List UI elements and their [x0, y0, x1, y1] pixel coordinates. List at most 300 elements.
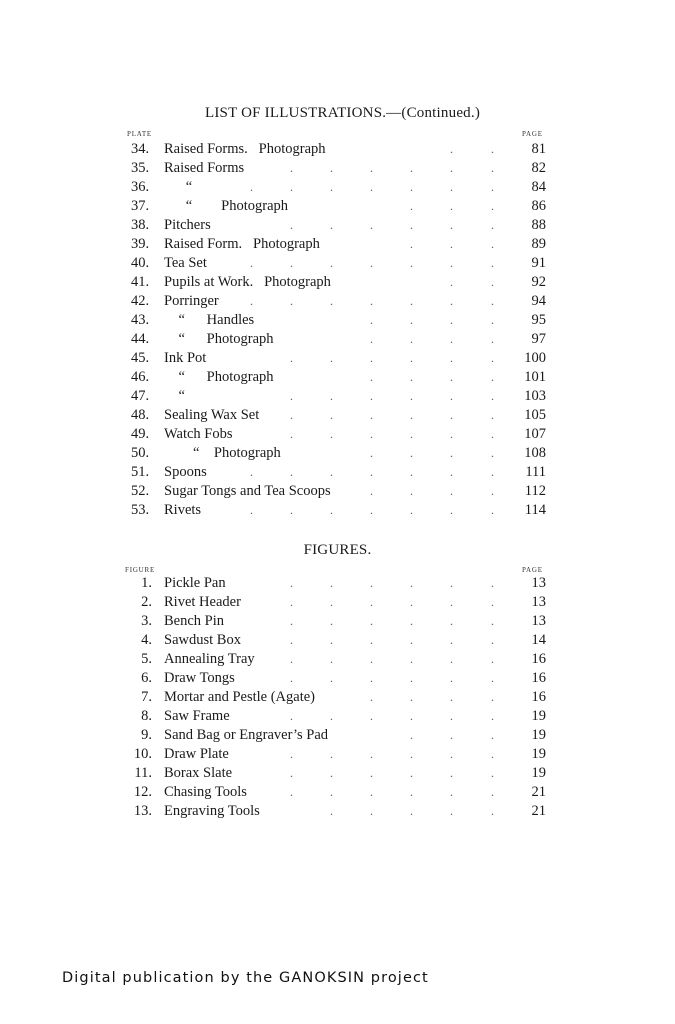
leader-dot: .: [450, 218, 453, 232]
leader-dot: .: [370, 709, 373, 723]
leader-dot: .: [410, 709, 413, 723]
leader-dot: .: [450, 595, 453, 609]
leader-dot: .: [410, 728, 413, 742]
item-number: 40.: [131, 255, 150, 271]
item-label: Tea Set: [164, 255, 207, 271]
leader-dot: .: [290, 427, 293, 441]
item-number: 42.: [131, 293, 150, 309]
leader-dot: .: [250, 256, 253, 270]
leader-dot: .: [491, 370, 494, 384]
leader-dot: .: [450, 690, 453, 704]
leader-dot: .: [370, 503, 373, 517]
leader-dot: .: [370, 389, 373, 403]
leader-dot: .: [450, 199, 453, 213]
list-item: [0, 159, 675, 178]
leader-dot: .: [410, 785, 413, 799]
item-label: “ Photograph: [164, 198, 289, 214]
leader-dot: .: [290, 256, 293, 270]
item-page-number: 114: [524, 502, 546, 518]
leader-dot: .: [370, 408, 373, 422]
leader-dot: .: [370, 785, 373, 799]
leader-dot: .: [450, 652, 453, 666]
item-label: “ Handles: [164, 312, 255, 328]
list-item: [0, 444, 675, 463]
leader-dot: .: [450, 576, 453, 590]
leader-dot: .: [491, 237, 494, 251]
leader-dot: .: [491, 728, 494, 742]
leader-dot: .: [450, 785, 453, 799]
item-label: Rivet Header: [164, 594, 241, 610]
leader-dot: .: [410, 503, 413, 517]
leader-dot: .: [450, 237, 453, 251]
item-page-number: 19: [531, 765, 546, 781]
item-number: 13.: [133, 803, 152, 819]
leader-dot: .: [410, 256, 413, 270]
leader-dot: .: [491, 484, 494, 498]
leader-dot: .: [410, 804, 413, 818]
leader-dot: .: [330, 747, 333, 761]
item-label: Raised Forms: [164, 160, 245, 176]
item-page-number: 91: [531, 255, 546, 271]
item-number: 45.: [131, 350, 150, 366]
leader-dot: .: [491, 313, 494, 327]
item-page-number: 82: [531, 160, 546, 176]
list-item: [0, 482, 675, 501]
item-page-number: 16: [531, 689, 546, 705]
item-page-number: 13: [531, 575, 546, 591]
item-page-number: 105: [524, 407, 546, 423]
leader-dot: .: [450, 484, 453, 498]
leader-dot: .: [330, 294, 333, 308]
leader-dot: .: [290, 747, 293, 761]
figures-title: FIGURES.: [303, 542, 372, 558]
item-page-number: 16: [531, 670, 546, 686]
leader-dot: .: [290, 218, 293, 232]
leader-dot: .: [410, 465, 413, 479]
leader-dot: .: [410, 690, 413, 704]
list-item: [0, 178, 675, 197]
item-number: 52.: [131, 483, 150, 499]
item-label: Pitchers: [164, 217, 211, 233]
leader-dot: .: [290, 766, 293, 780]
list-item: [0, 745, 675, 764]
leader-dot: .: [410, 199, 413, 213]
leader-dot: .: [410, 370, 413, 384]
leader-dot: .: [410, 484, 413, 498]
leader-dot: .: [290, 785, 293, 799]
leader-dot: .: [491, 142, 494, 156]
list-item: [0, 235, 675, 254]
leader-dot: .: [491, 351, 494, 365]
list-item: [0, 707, 675, 726]
leader-dot: .: [491, 427, 494, 441]
item-page-number: 13: [531, 613, 546, 629]
item-label: Chasing Tools: [164, 784, 247, 800]
leader-dot: .: [290, 408, 293, 422]
leader-dot: .: [330, 465, 333, 479]
leader-dot: .: [491, 595, 494, 609]
item-label: Raised Forms. Photograph: [164, 141, 326, 157]
list-item: [0, 650, 675, 669]
item-number: 34.: [131, 141, 150, 157]
item-label: Pupils at Work. Photograph: [164, 274, 331, 290]
item-number: 7.: [141, 689, 152, 705]
item-page-number: 100: [524, 350, 546, 366]
leader-dot: .: [491, 332, 494, 346]
leader-dot: .: [290, 652, 293, 666]
item-label: Engraving Tools: [164, 803, 260, 819]
item-page-number: 21: [531, 784, 546, 800]
item-label: “: [164, 179, 193, 195]
item-number: 50.: [131, 445, 150, 461]
item-number: 8.: [141, 708, 152, 724]
item-label: Spoons: [164, 464, 207, 480]
leader-dot: .: [330, 614, 333, 628]
item-label: Draw Plate: [164, 746, 229, 762]
item-number: 41.: [131, 274, 150, 290]
item-number: 49.: [131, 426, 150, 442]
publication-footer: Digital publication by the GANOKSIN project: [62, 970, 429, 986]
list-item: [0, 254, 675, 273]
item-number: 11.: [134, 765, 152, 781]
leader-dot: .: [330, 161, 333, 175]
item-page-number: 13: [531, 594, 546, 610]
item-number: 10.: [133, 746, 152, 762]
item-number: 9.: [141, 727, 152, 743]
leader-dot: .: [450, 313, 453, 327]
leader-dot: .: [491, 389, 494, 403]
item-page-number: 111: [525, 464, 546, 480]
leader-dot: .: [330, 652, 333, 666]
leader-dot: .: [330, 709, 333, 723]
item-number: 1.: [141, 575, 152, 591]
leader-dot: .: [410, 180, 413, 194]
leader-dot: .: [330, 633, 333, 647]
leader-dot: .: [370, 351, 373, 365]
leader-dot: .: [450, 180, 453, 194]
leader-dot: .: [290, 671, 293, 685]
list-item: [0, 463, 675, 482]
leader-dot: .: [370, 633, 373, 647]
list-of-illustrations-title: LIST OF ILLUSTRATIONS.—(Continued.): [204, 105, 481, 121]
item-page-number: 95: [531, 312, 546, 328]
item-number: 6.: [141, 670, 152, 686]
leader-dot: .: [330, 427, 333, 441]
leader-dot: .: [450, 370, 453, 384]
leader-dot: .: [410, 408, 413, 422]
figure-page-column-header: PAGE: [522, 566, 543, 574]
leader-dot: .: [250, 503, 253, 517]
item-page-number: 16: [531, 651, 546, 667]
leader-dot: .: [370, 180, 373, 194]
list-item: [0, 802, 675, 821]
item-label: Raised Form. Photograph: [164, 236, 320, 252]
item-number: 5.: [141, 651, 152, 667]
leader-dot: .: [450, 747, 453, 761]
leader-dot: .: [491, 633, 494, 647]
leader-dot: .: [491, 709, 494, 723]
leader-dot: .: [410, 614, 413, 628]
list-item: [0, 764, 675, 783]
leader-dot: .: [370, 294, 373, 308]
item-number: 51.: [131, 464, 150, 480]
leader-dot: .: [290, 180, 293, 194]
item-label: Borax Slate: [164, 765, 233, 781]
leader-dot: .: [491, 218, 494, 232]
list-item: [0, 425, 675, 444]
leader-dot: .: [410, 351, 413, 365]
leader-dot: .: [410, 313, 413, 327]
leader-dot: .: [450, 408, 453, 422]
item-page-number: 112: [524, 483, 546, 499]
leader-dot: .: [450, 766, 453, 780]
item-page-number: 86: [531, 198, 546, 214]
leader-dot: .: [491, 180, 494, 194]
leader-dot: .: [410, 446, 413, 460]
item-label: Watch Fobs: [164, 426, 233, 442]
item-page-number: 88: [531, 217, 546, 233]
leader-dot: .: [491, 275, 494, 289]
item-label: “: [164, 388, 185, 404]
leader-dot: .: [290, 633, 293, 647]
leader-dot: .: [491, 614, 494, 628]
list-item: [0, 593, 675, 612]
leader-dot: .: [290, 351, 293, 365]
item-number: 39.: [131, 236, 150, 252]
leader-dot: .: [450, 465, 453, 479]
item-number: 46.: [131, 369, 150, 385]
leader-dot: .: [491, 785, 494, 799]
item-label: Porringer: [164, 293, 219, 309]
leader-dot: .: [330, 389, 333, 403]
item-number: 44.: [131, 331, 150, 347]
leader-dot: .: [450, 446, 453, 460]
leader-dot: .: [491, 576, 494, 590]
list-item: [0, 140, 675, 159]
leader-dot: .: [370, 256, 373, 270]
leader-dot: .: [330, 671, 333, 685]
item-number: 43.: [131, 312, 150, 328]
leader-dot: .: [410, 237, 413, 251]
item-number: 38.: [131, 217, 150, 233]
list-item: [0, 612, 675, 631]
leader-dot: .: [330, 576, 333, 590]
item-number: 37.: [131, 198, 150, 214]
leader-dot: .: [410, 595, 413, 609]
list-item: [0, 574, 675, 593]
leader-dot: .: [330, 351, 333, 365]
item-label: “ Photograph: [164, 331, 274, 347]
leader-dot: .: [410, 652, 413, 666]
leader-dot: .: [410, 671, 413, 685]
leader-dot: .: [370, 427, 373, 441]
leader-dot: .: [491, 199, 494, 213]
list-item: [0, 330, 675, 349]
leader-dot: .: [491, 747, 494, 761]
list-item: [0, 311, 675, 330]
item-number: 4.: [141, 632, 152, 648]
leader-dot: .: [450, 294, 453, 308]
leader-dot: .: [290, 503, 293, 517]
item-page-number: 92: [531, 274, 546, 290]
item-page-number: 94: [531, 293, 546, 309]
leader-dot: .: [290, 294, 293, 308]
leader-dot: .: [491, 804, 494, 818]
item-number: 3.: [141, 613, 152, 629]
leader-dot: .: [450, 332, 453, 346]
leader-dot: .: [370, 766, 373, 780]
leader-dot: .: [330, 503, 333, 517]
leader-dot: .: [290, 576, 293, 590]
leader-dot: .: [491, 465, 494, 479]
item-page-number: 101: [524, 369, 546, 385]
list-item: [0, 783, 675, 802]
leader-dot: .: [450, 351, 453, 365]
leader-dot: .: [330, 180, 333, 194]
leader-dot: .: [491, 652, 494, 666]
item-number: 2.: [141, 594, 152, 610]
list-item: [0, 292, 675, 311]
item-label: Sand Bag or Engraver’s Pad: [164, 727, 329, 743]
figure-column-header: FIGURE: [125, 566, 156, 574]
leader-dot: .: [250, 180, 253, 194]
leader-dot: .: [410, 218, 413, 232]
leader-dot: .: [450, 709, 453, 723]
leader-dot: .: [370, 218, 373, 232]
item-page-number: 81: [531, 141, 546, 157]
leader-dot: .: [450, 275, 453, 289]
item-label: “ Photograph: [164, 445, 281, 461]
item-number: 36.: [131, 179, 150, 195]
item-page-number: 14: [531, 632, 546, 648]
item-number: 47.: [131, 388, 150, 404]
leader-dot: .: [450, 728, 453, 742]
leader-dot: .: [330, 218, 333, 232]
leader-dot: .: [410, 332, 413, 346]
leader-dot: .: [370, 313, 373, 327]
leader-dot: .: [410, 427, 413, 441]
item-label: Sealing Wax Set: [164, 407, 260, 423]
leader-dot: .: [491, 690, 494, 704]
item-label: “ Photograph: [164, 369, 274, 385]
leader-dot: .: [450, 389, 453, 403]
item-label: Bench Pin: [164, 613, 225, 629]
leader-dot: .: [491, 408, 494, 422]
leader-dot: .: [330, 408, 333, 422]
list-item: [0, 197, 675, 216]
plate-column-header: PLATE: [127, 130, 152, 138]
item-label: Sawdust Box: [164, 632, 241, 648]
item-number: 35.: [131, 160, 150, 176]
leader-dot: .: [410, 766, 413, 780]
item-page-number: 89: [531, 236, 546, 252]
item-number: 48.: [131, 407, 150, 423]
leader-dot: .: [250, 294, 253, 308]
list-item: [0, 669, 675, 688]
item-label: Saw Frame: [164, 708, 230, 724]
leader-dot: .: [330, 595, 333, 609]
leader-dot: .: [410, 294, 413, 308]
leader-dot: .: [370, 690, 373, 704]
list-item: [0, 216, 675, 235]
leader-dot: .: [370, 370, 373, 384]
leader-dot: .: [450, 427, 453, 441]
list-item: [0, 273, 675, 292]
leader-dot: .: [330, 804, 333, 818]
leader-dot: .: [250, 465, 253, 479]
leader-dot: .: [370, 332, 373, 346]
item-page-number: 84: [531, 179, 546, 195]
list-item: [0, 406, 675, 425]
item-page-number: 107: [524, 426, 546, 442]
leader-dot: .: [290, 595, 293, 609]
leader-dot: .: [410, 633, 413, 647]
leader-dot: .: [370, 804, 373, 818]
leader-dot: .: [370, 161, 373, 175]
leader-dot: .: [370, 595, 373, 609]
leader-dot: .: [491, 671, 494, 685]
leader-dot: .: [410, 576, 413, 590]
leader-dot: .: [491, 503, 494, 517]
list-item: [0, 688, 675, 707]
leader-dot: .: [370, 484, 373, 498]
item-label: Draw Tongs: [164, 670, 235, 686]
leader-dot: .: [290, 389, 293, 403]
item-page-number: 97: [531, 331, 546, 347]
leader-dot: .: [450, 633, 453, 647]
item-page-number: 19: [531, 746, 546, 762]
leader-dot: .: [290, 709, 293, 723]
leader-dot: .: [410, 747, 413, 761]
leader-dot: .: [450, 614, 453, 628]
leader-dot: .: [370, 747, 373, 761]
leader-dot: .: [370, 614, 373, 628]
leader-dot: .: [450, 142, 453, 156]
leader-dot: .: [290, 465, 293, 479]
leader-dot: .: [450, 671, 453, 685]
item-page-number: 108: [524, 445, 546, 461]
leader-dot: .: [410, 161, 413, 175]
list-item: [0, 726, 675, 745]
list-item: [0, 631, 675, 650]
leader-dot: .: [450, 161, 453, 175]
leader-dot: .: [290, 161, 293, 175]
item-page-number: 103: [524, 388, 546, 404]
leader-dot: .: [410, 389, 413, 403]
item-page-number: 19: [531, 708, 546, 724]
leader-dot: .: [491, 161, 494, 175]
leader-dot: .: [290, 614, 293, 628]
list-item: [0, 501, 675, 520]
leader-dot: .: [330, 785, 333, 799]
list-item: [0, 349, 675, 368]
item-number: 12.: [133, 784, 152, 800]
item-label: Mortar and Pestle (Agate): [164, 689, 315, 705]
leader-dot: .: [450, 256, 453, 270]
leader-dot: .: [491, 446, 494, 460]
leader-dot: .: [330, 766, 333, 780]
item-label: Rivets: [164, 502, 202, 518]
leader-dot: .: [370, 576, 373, 590]
leader-dot: .: [491, 766, 494, 780]
item-label: Sugar Tongs and Tea Scoops: [164, 483, 331, 499]
leader-dot: .: [370, 652, 373, 666]
item-label: Pickle Pan: [164, 575, 226, 591]
item-label: Ink Pot: [164, 350, 207, 366]
list-item: [0, 387, 675, 406]
leader-dot: .: [330, 256, 333, 270]
plate-page-column-header: PAGE: [522, 130, 543, 138]
